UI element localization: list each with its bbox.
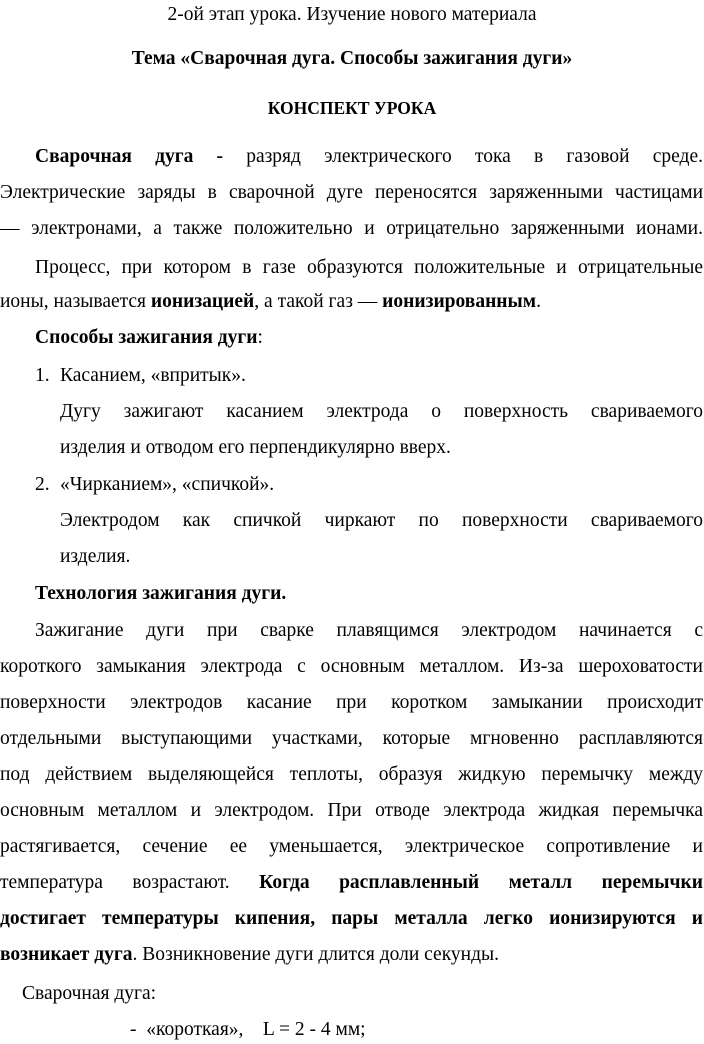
method-1-title: Касанием, «впритык». [60,365,246,386]
technology-line-5: под действием выделяющейся теплоты, образуя жидкую перемычку между [0,764,703,785]
method-1-desc-line-1: Дугу зажигают касанием электрода о поверхность свариваемого [60,401,703,422]
technology-line-7: растягивается, сечение ее уменьшается, электрическое сопротивление и [0,836,703,857]
definition-text: разряд электрического тока в газовой среде. [246,146,703,167]
method-2-title: «Чирканием», «спичкой». [60,474,275,495]
ionization-term: ионизацией [150,291,255,312]
technology-line-4: отдельными выступающими участками, которые мгновенно расплавляются [0,728,703,749]
technology-line-8-bold: Когда расплавленный металл перемычки [259,872,703,893]
ionized-term: ионизированным [382,291,537,312]
ionization-period: . [536,291,541,312]
definition-line-2: Электрические заряды в сварочной дуге переносятся заряженными частицами [0,182,703,203]
method-2-desc-line-1: Электродом как спичкой чиркают по поверхности свариваемого [60,510,703,531]
technology-heading: Технология зажигания дуги. [35,583,287,604]
technology-line-6: основным металлом и электродом. При отводе электрода жидкая перемычка [0,800,703,821]
technology-line-10-bold: возникает дуга [0,944,133,965]
technology-line-8 [0,871,703,895]
methods-heading-colon: : [257,327,263,348]
arc-types-label: Сварочная дуга: [22,983,157,1004]
technology-line-10-regular: . Возникновение дуги длится доли секунды. [132,944,499,965]
definition-line-3: — электронами, а также положительно и отрицательно заряженными ионами. [0,218,703,239]
technology-line-3: поверхности электродов касание при коротком замыкании происходит [0,692,703,713]
technology-line-9: достигает температуры кипения, пары металла легко ионизируются и [0,908,703,929]
lesson-topic: Тема «Сварочная дуга. Способы зажигания дуги» [131,48,573,69]
method-2-desc-line-2: изделия. [60,546,131,567]
methods-heading-text: Способы зажигания дуги [35,327,258,348]
ionization-line-2 [0,290,704,314]
ionization-line-1: Процесс, при котором в газе образуются положительные и отрицательные [35,257,703,278]
technology-line-8-regular: температура возрастают. [0,872,260,893]
definition-term: Сварочная дуга - [35,146,224,167]
method-2-number: 2. [35,474,50,495]
method-1-desc-line-2: изделия и отводом его перпендикулярно вверх. [60,437,451,458]
definition-line-1 [35,145,703,169]
ionization-text-c: , а такой газ — [254,291,383,312]
technology-line-1: Зажигание дуги при сварке плавящимся электродом начинается с [35,620,703,641]
technology-line-2: короткого замыкания электрода с основным металлом. Из-за шероховатости [0,656,703,677]
methods-heading [35,326,704,350]
lesson-stage-title: 2-ой этап урока. Изучение нового материала [167,4,537,25]
method-1-number: 1. [35,365,50,386]
arc-type-short: - «короткая», L = 2 - 4 мм; [130,1019,366,1040]
technology-line-10 [0,943,704,967]
lesson-summary-heading: КОНСПЕКТ УРОКА [267,98,437,118]
ionization-text-a: ионы, называется [0,291,151,312]
